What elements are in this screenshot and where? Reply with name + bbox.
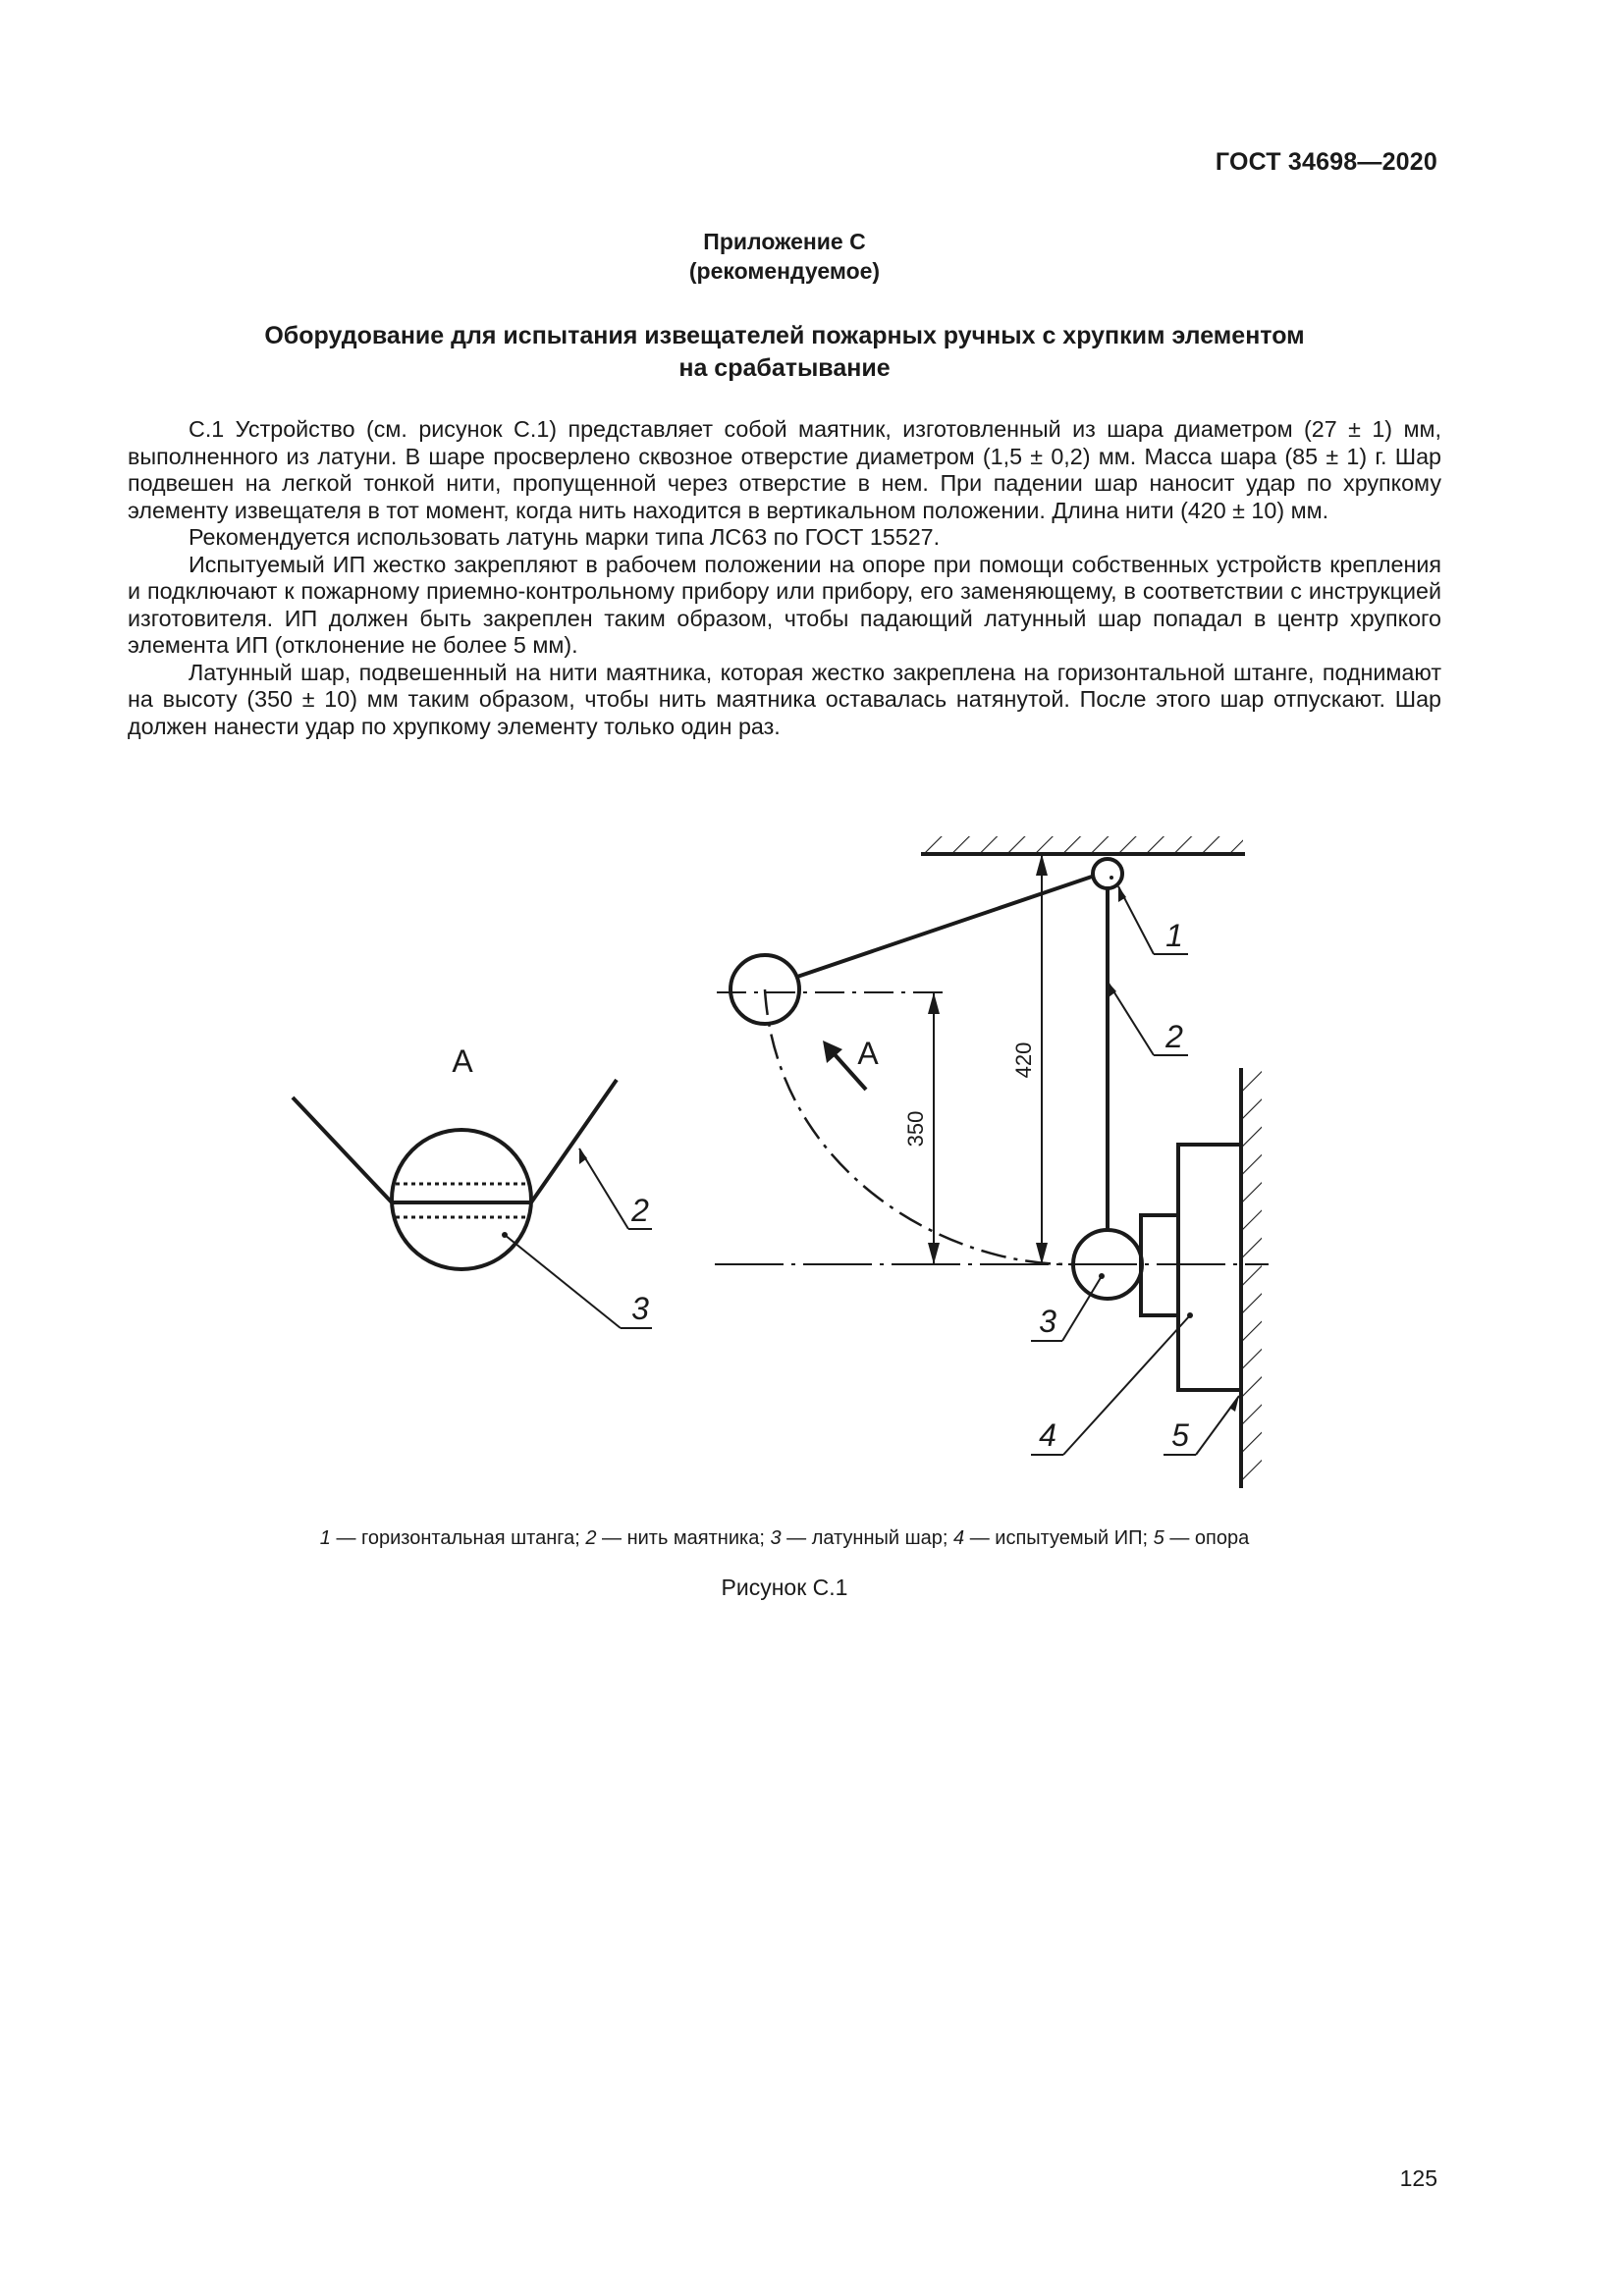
legend-text-5: — опора [1164,1527,1250,1549]
detail-leader-3 [505,1235,621,1328]
detail-brass-ball [392,1130,531,1269]
paragraph-brass-grade: Рекомендуется использовать латунь марки типа ЛС63 по ГОСТ 15527. [189,524,941,550]
legend-number-4: 4 [953,1527,965,1549]
callout-4: 4 [1039,1417,1056,1453]
dimension-420-label: 420 [1011,1041,1036,1079]
paragraph-procedure: Латунный шар, подвешенный на нити маятника, которая жестко закреплена на горизонтальной штанге, поднимают на высоту (350 ± 10) мм таким образом, чтобы нить маятника оставалась натянутой. После этого шар отпускают. Шар должен нанести удар по хрупкому элементу только один раз. [128,659,1441,739]
support-wall [1241,1068,1262,1488]
legend-text-3: — латунный шар; [781,1527,954,1549]
figure-legend [0,1527,1569,1550]
legend-number-1: 1 [319,1527,331,1549]
legend-text-1: — горизонтальная штанга; [330,1527,586,1549]
section-title-line-1: Оборудование для испытания извещателей пожарных ручных с хрупким элементом [264,322,1305,349]
detail-leader-2 [579,1148,628,1229]
legend-number-3: 3 [770,1527,782,1549]
legend-number-2: 2 [585,1527,597,1549]
section-title-line-2: на срабатывание [678,354,891,382]
legend-number-5: 5 [1153,1527,1164,1549]
dimension-350-label: 350 [903,1110,928,1148]
rod-hatching [923,836,1243,854]
pivot-ring [1093,859,1122,888]
page-number: 125 [1399,2165,1437,2191]
legend-text-2: — нить маятника; [596,1527,771,1549]
detail-leader-3-dot [502,1232,508,1238]
annex-label: Приложение С [703,229,866,254]
dimension-420 [1011,854,1048,1264]
detail-callout-2: 2 [631,1193,649,1228]
legend-text-4: — испытуемый ИП; [964,1527,1154,1549]
callout-5: 5 [1171,1417,1189,1453]
view-arrow-a-label: А [857,1036,879,1071]
horizontal-rod [921,836,1245,854]
figure-caption: Рисунок С.1 [721,1575,848,1600]
annex-status: (рекомендуемое) [688,258,881,284]
callout-2: 2 [1165,1019,1183,1054]
detector-body [1178,1145,1241,1390]
standard-code: ГОСТ 34698—2020 [1215,148,1437,176]
detail-view-label: А [452,1043,473,1079]
detail-view-a [293,1043,652,1328]
paragraph-mounting: Испытуемый ИП жестко закрепляют в рабочем положении на опоре при помощи собственных устройств крепления и подключают к пожарному приемно-контрольному прибору или прибору, его заменяющему, в соответствии с инструкцией изготовителя. ИП должен быть закреплен таким образом, чтобы падающий латунный шар попадал в центр хрупкого элемента ИП (отклонение не более 5 мм). [128,551,1441,658]
detail-leader-2-arrowhead [579,1148,587,1164]
paragraph-c1: С.1 Устройство (см. рисунок С.1) представляет собой маятник, изготовленный из шара диаметром (27 ± 1) мм, выполненного из латуни. В шаре просверлено сквозное отверстие диаметром (1,5 ± 0,2) мм. Масса шара (85 ± 1) г. Шар подвешен на легкой тонкой нити, пропущенной через отверстие в нем. При падении шар наносит удар по хрупкому элементу извещателя в тот момент, когда нить находится в вертикальном положении. Длина нити (420 ± 10) мм. [128,416,1441,523]
callout-3: 3 [1039,1304,1056,1339]
pivot-point [1110,876,1113,880]
callout-1: 1 [1165,918,1183,953]
dimension-350 [903,992,940,1264]
pendulum-thread-raised [797,877,1092,977]
detail-callout-3: 3 [631,1291,649,1326]
wall-hatching [1242,1070,1262,1486]
